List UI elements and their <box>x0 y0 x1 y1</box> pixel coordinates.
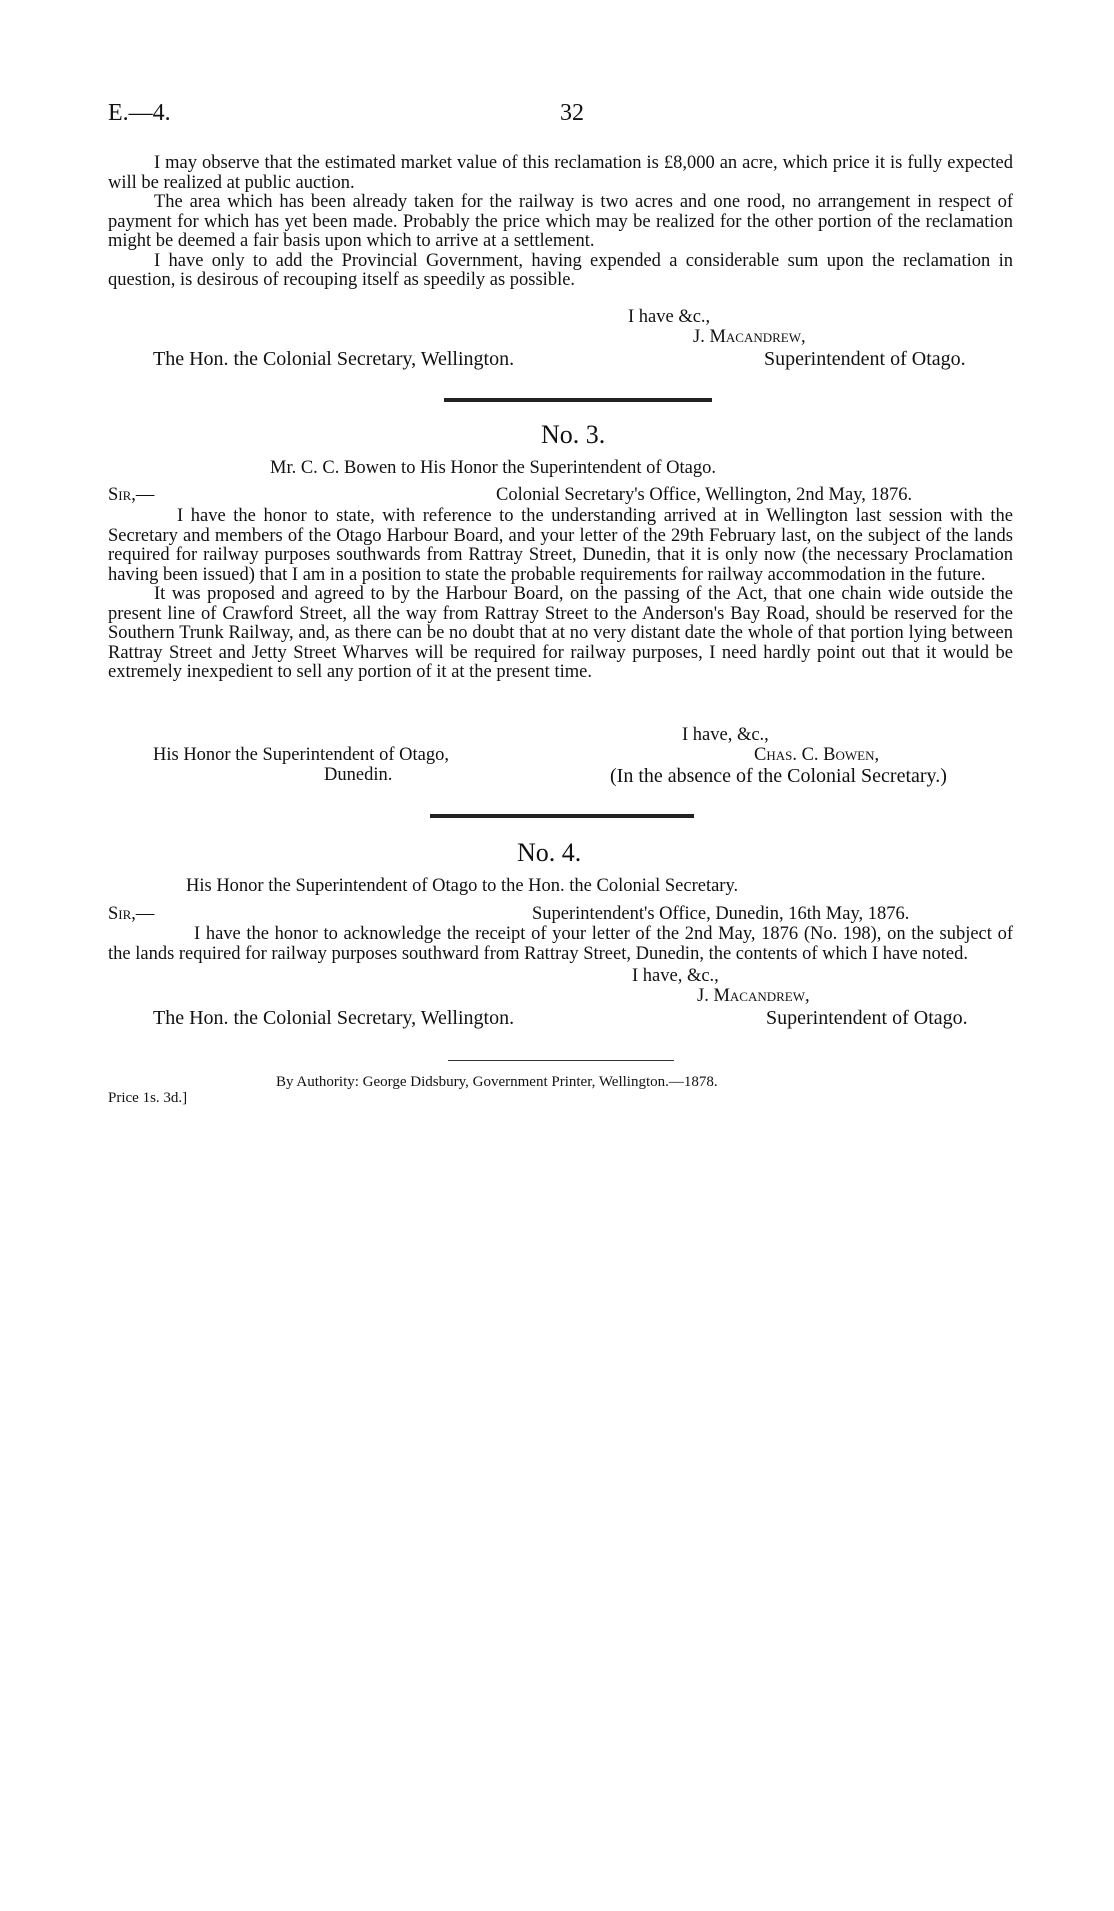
printer-imprint: By Authority: George Didsbury, Government Printer, Wellington.—1878. <box>276 1074 718 1090</box>
letter3-heading: Mr. C. C. Bowen to His Honor the Superintendent of Otago. <box>270 458 717 478</box>
document-reference: E.—4. <box>108 100 171 126</box>
letter2-closing: I have &c., <box>628 307 711 327</box>
letter2-addressee: The Hon. the Colonial Secretary, Wellington. <box>153 348 515 370</box>
letter2-paragraph: I have only to add the Provincial Government, having expended a considerable sum upon the reclamation in question, is desirous of recouping itself as speedily as possible. <box>108 250 1013 290</box>
letter4-salutation: Sir,— <box>108 904 155 924</box>
letter3-signatory-note: (In the absence of the Colonial Secretary.) <box>610 765 947 787</box>
letter4-paragraph: I have the honor to acknowledge the receipt of your letter of the 2nd May, 1876 (No. 198), on the subject of the lands required for railway purposes southward from Rattray Street, Dunedin, the contents of which I have noted. <box>108 924 1013 964</box>
letter4-signatory: J. Macandrew, <box>697 986 810 1006</box>
letter4-heading: His Honor the Superintendent of Otago to the Hon. the Colonial Secretary. <box>186 876 739 896</box>
section-divider <box>430 814 694 818</box>
letter4-addressee: The Hon. the Colonial Secretary, Wellington. <box>153 1007 515 1029</box>
letter3-salutation: Sir,— <box>108 485 155 505</box>
price-note: Price 1s. 3d.] <box>108 1090 188 1106</box>
letter3-dateline: Colonial Secretary's Office, Wellington, 2nd May, 1876. <box>496 485 913 505</box>
letter2-signatory: J. Macandrew, <box>693 327 806 347</box>
letter4-closing: I have, &c., <box>632 966 719 986</box>
letter3-number: No. 3. <box>541 420 606 449</box>
letter4-dateline: Superintendent's Office, Dunedin, 16th May, 1876. <box>532 904 910 924</box>
letter4-number: No. 4. <box>517 838 582 867</box>
letter2-body <box>108 154 1013 291</box>
letter2-paragraph: The area which has been already taken for the railway is two acres and one rood, no arrangement in respect of payment for which has yet been made. Probably the price which may be realized for the other portion of the reclamation might be deemed a fair basis upon which to arrive at a settlement. <box>108 192 1013 251</box>
letter4-signatory-title: Superintendent of Otago. <box>766 1007 968 1029</box>
page-number: 32 <box>560 100 584 126</box>
letter3-signatory: Chas. C. Bowen, <box>754 745 880 765</box>
section-divider <box>444 398 712 402</box>
letter3-closing: I have, &c., <box>682 725 769 745</box>
letter4-body <box>108 925 1013 964</box>
letter3-addressee-line1: His Honor the Superintendent of Otago, <box>153 745 449 765</box>
letter2-paragraph: I may observe that the estimated market value of this reclamation is £8,000 an acre, which price it is fully expected will be realized at public auction. <box>108 153 1013 193</box>
letter2-signatory-title: Superintendent of Otago. <box>764 348 966 370</box>
letter3-addressee-line2: Dunedin. <box>324 765 393 785</box>
footer-rule <box>448 1060 674 1061</box>
letter3-paragraph: It was proposed and agreed to by the Harbour Board, on the passing of the Act, that one chain wide outside the present line of Crawford Street, all the way from Rattray Street to the Anderson's Bay Road, should be reserved for the Southern Trunk Railway, and, as there can be no doubt that at no very distant date the whole of that portion lying between Rattray Street and Jetty Street Wharves will be required for railway purposes, I need hardly point out that it would be extremely inexpedient to sell any portion of it at the present time. <box>108 584 1013 682</box>
letter3-body <box>108 507 1013 683</box>
letter3-paragraph: I have the honor to state, with reference to the understanding arrived at in Wellington last session with the Secretary and members of the Otago Harbour Board, and your letter of the 29th February last, on the subject of the lands required for railway purposes southwards from Rattray Street, Dunedin, that it is only now (the necessary Proclamation having been issued) that I am in a position to state the probable requirements for railway accommodation in the future. <box>108 506 1013 585</box>
